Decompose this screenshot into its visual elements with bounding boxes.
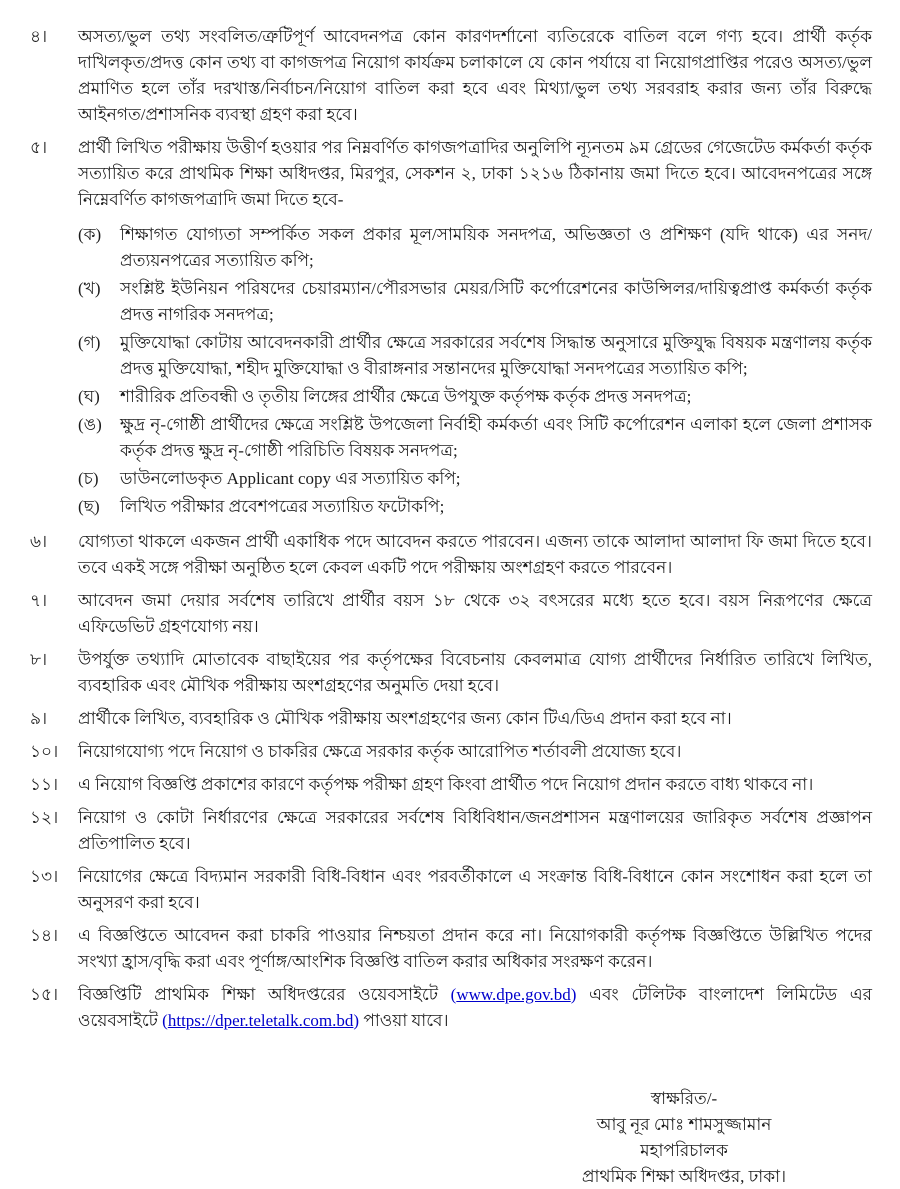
item-number: ১২। (30, 808, 59, 827)
sub-item-text: ডাউনলোডকৃত Applicant copy এর সত্যায়িত কপি; (120, 469, 461, 488)
sub-item-ga (78, 330, 872, 382)
item-number: ৭। (30, 591, 48, 610)
item-number: ৪। (30, 27, 48, 46)
teletalk-website-link[interactable]: https://dper.teletalk.com.bd (167, 1011, 354, 1030)
signature-office: প্রাথমিক শিক্ষা অধিদপ্তর, ঢাকা। (581, 1167, 787, 1186)
open-paren: ( (450, 985, 457, 1004)
sub-item-text: শারীরিক প্রতিবন্ধী ও তৃতীয় লিঙ্গের প্রার্থীর ক্ষেত্রে উপযুক্ত কর্তৃপক্ষ কর্তৃক প্রদত্ত সনদপত্র; (120, 387, 692, 406)
item-15-text-mid: এবং টেলিটক বাংলাদেশ লিমিটেড এর ওয়েবসাইটে (78, 985, 872, 1030)
item-text: নিয়োগের ক্ষেত্রে বিদ্যমান সরকারী বিধি-বিধান এবং পরবর্তীকালে এ সংক্রান্ত বিধি-বিধানে কোন সংশোধন করা হলে তা অনুসরণ করা হবে। (78, 867, 872, 912)
item-number: ১৪। (30, 926, 59, 945)
item-number: ৬। (30, 532, 48, 551)
signature-block (524, 1086, 844, 1189)
item-number: ১০। (30, 742, 59, 761)
sub-item-cha (78, 466, 872, 492)
item-15-text-before: বিজ্ঞপ্তিটি প্রাথমিক শিক্ষা অধিদপ্তরের ওয়েবসাইটে (78, 985, 451, 1004)
signature-signed-label: স্বাক্ষরিত/- (650, 1089, 718, 1108)
sub-item-marker: (ছ) (78, 497, 100, 516)
close-paren: ) (570, 985, 577, 1004)
item-text (78, 982, 872, 1034)
document-sublist (78, 222, 872, 520)
sub-item-marker: (ঙ) (78, 415, 102, 434)
notice-item-6 (30, 529, 872, 581)
item-number: ১৫। (30, 985, 59, 1004)
dpe-website-link[interactable]: www.dpe.gov.bd (456, 985, 571, 1004)
item-5-intro: প্রার্থী লিখিত পরীক্ষায় উত্তীর্ণ হওয়ার পর নিম্নবর্ণিত কাগজপত্রাদির অনুলিপি ন্যূনতম ৯ম গ্রেডের গেজেটেড কর্মকর্তা কর্তৃক সত্যায়িত করে প্রাথমিক শিক্ষা অধিদপ্তর, মিরপুর, সেকশন ২, ঢাকা ১২১৬ ঠিকানায় জমা দিতে হবে। আবেদনপত্রের সঙ্গে নিম্নেবর্ণিত কাগজপত্রাদি জমা দিতে হবে- (78, 138, 872, 209)
notice-item-5 (30, 135, 872, 522)
notice-item-7 (30, 588, 872, 640)
sub-item-text: ক্ষুদ্র নৃ-গোষ্ঠী প্রার্থীদের ক্ষেত্রে সংশ্লিষ্ট উপজেলা নির্বাহী কর্মকর্তা এবং সিটি কর্পোরেশন এলাকা হলে জেলা প্রশাসক কর্তৃক প্রদত্ত ক্ষুদ্র নৃ-গোষ্ঠী পরিচিতি বিষয়ক সনদপত্র; (120, 415, 872, 460)
item-number: ৫। (30, 138, 48, 157)
sub-item-gha (78, 384, 872, 410)
sub-item-ka (78, 222, 872, 274)
open-paren: ( (162, 1011, 168, 1030)
sub-item-chha (78, 494, 872, 520)
notice-item-13 (30, 864, 872, 916)
item-text: আবেদন জমা দেয়ার সর্বশেষ তারিখে প্রার্থীর বয়স ১৮ থেকে ৩২ বৎসরের মধ্যে হতে হবে। বয়স নিরূপণের ক্ষেত্রে এফিডেভিট গ্রহণযোগ্য নয়। (78, 591, 872, 636)
item-number: ৮। (30, 650, 48, 669)
item-text: নিয়োগযোগ্য পদে নিয়োগ ও চাকরির ক্ষেত্রে সরকার কর্তৃক আরোপিত শর্তাবলী প্রযোজ্য হবে। (78, 742, 682, 761)
item-text: প্রার্থীকে লিখিত, ব্যবহারিক ও মৌখিক পরীক্ষায় অংশগ্রহণের জন্য কোন টিএ/ডিএ প্রদান করা হবে না। (78, 709, 732, 728)
item-text: এ বিজ্ঞপ্তিতে আবেদন করা চাকরি পাওয়ার নিশ্চয়তা প্রদান করে না। নিয়োগকারী কর্তৃপক্ষ বিজ্ঞপ্তিতে উল্লিখিত পদের সংখ্যা হ্রাস/বৃদ্ধি করা এবং পূর্ণাঙ্গ/আংশিক বিজ্ঞপ্তি বাতিল করার অধিকার সংরক্ষণ করেন। (78, 926, 872, 971)
item-text: অসত্য/ভুল তথ্য সংবলিত/ত্রুটিপূর্ণ আবেদনপত্র কোন কারণদর্শানো ব্যতিরেকে বাতিল বলে গণ্য হবে। প্রার্থী কর্তৃক দাখিলকৃত/প্রদত্ত কোন তথ্য বা কাগজপত্র নিয়োগ কার্যক্রম চলাকালে যে কোন পর্যায়ে বা নিয়োগপ্রাপ্তির পরেও অসত্য/ভুল প্রমাণিত হলে তাঁর দরখাস্ত/নির্বাচন/নিয়োগ বাতিল করা হবে এবং মিথ্যা/ভুল তথ্য সরবরাহ করার জন্য তাঁর বিরুদ্ধে আইনগত/প্রশাসনিক ব্যবস্থা গ্রহণ করা হবে। (78, 27, 872, 124)
item-text: যোগ্যতা থাকলে একজন প্রার্থী একাধিক পদে আবেদন করতে পারবেন। এজন্য তাকে আলাদা আলাদা ফি জমা দিতে হবে। তবে একই সঙ্গে পরীক্ষা অনুষ্ঠিত হলে কেবল একটি পদে পরীক্ষায় অংশগ্রহণ করতে পারবেন। (78, 532, 872, 577)
notice-item-11 (30, 772, 872, 798)
item-text: উপর্যুক্ত তথ্যাদি মোতাবেক বাছাইয়ের পর কর্তৃপক্ষের বিবেচনায় কেবলমাত্র যোগ্য প্রার্থীদের নির্ধারিত তারিখে লিখিত, ব্যবহারিক এবং মৌখিক পরীক্ষায় অংশগ্রহণের অনুমতি দেয়া হবে। (78, 650, 872, 695)
sub-item-text: লিখিত পরীক্ষার প্রবেশপত্রের সত্যায়িত ফটোকপি; (120, 497, 445, 516)
item-number: ১১। (30, 775, 59, 794)
item-number: ৯। (30, 709, 48, 728)
notice-item-8 (30, 647, 872, 699)
sub-item-marker: (খ) (78, 279, 101, 298)
notice-item-9 (30, 706, 872, 732)
notice-item-10 (30, 739, 872, 765)
sub-item-text: শিক্ষাগত যোগ্যতা সম্পর্কিত সকল প্রকার মূল/সাময়িক সনদপত্র, অভিজ্ঞতা ও প্রশিক্ষণ (যদি থাকে) এর সনদ/প্রত্যয়নপত্রের সত্যায়িত কপি; (120, 225, 872, 270)
sub-item-kha (78, 276, 872, 328)
item-text: নিয়োগ ও কোটা নির্ধারণের ক্ষেত্রে সরকারের সর্বশেষ বিধিবিধান/জনপ্রশাসন মন্ত্রণালয়ের জারিকৃত সর্বশেষ প্রজ্ঞাপন প্রতিপালিত হবে। (78, 808, 872, 853)
item-text: এ নিয়োগ বিজ্ঞপ্তি প্রকাশের কারণে কর্তৃপক্ষ পরীক্ষা গ্রহণ কিংবা প্রার্থীত পদে নিয়োগ প্রদান করতে বাধ্য থাকবে না। (78, 775, 814, 794)
notice-item-4 (30, 24, 872, 128)
close-paren: ) (353, 1011, 360, 1030)
item-text (78, 135, 872, 522)
sub-item-text: মুক্তিযোদ্ধা কোটায় আবেদনকারী প্রার্থীর ক্ষেত্রে সরকারের সর্বশেষ সিদ্ধান্ত অনুসারে মুক্তিযুদ্ধ বিষয়ক মন্ত্রণালয় কর্তৃক প্রদত্ত মুক্তিযোদ্ধা, শহীদ মুক্তিযোদ্ধা ও বীরাঙ্গনার সন্তানদের মুক্তিযোদ্ধা সনদপত্রের সত্যায়িত কপি; (120, 333, 872, 378)
notice-item-15 (30, 982, 872, 1034)
notice-item-12 (30, 805, 872, 857)
item-15-text-after: পাওয়া যাবে। (359, 1011, 449, 1030)
sub-item-marker: (ক) (78, 225, 102, 244)
signature-designation: মহাপরিচালক (640, 1141, 728, 1160)
sub-item-marker: (ঘ) (78, 387, 100, 406)
signature-name: আবু নূর মোঃ শামসুজ্জামান (596, 1115, 772, 1134)
sub-item-marker: (চ) (78, 469, 99, 488)
item-number: ১৩। (30, 867, 59, 886)
notice-item-14 (30, 923, 872, 975)
sub-item-text: সংশ্লিষ্ট ইউনিয়ন পরিষদের চেয়ারম্যান/পৌরসভার মেয়র/সিটি কর্পোরেশনের কাউন্সিলর/দায়িত্বপ্রাপ্ত কর্মকর্তা কর্তৃক প্রদত্ত নাগরিক সনদপত্র; (120, 279, 872, 324)
sub-item-marker: (গ) (78, 333, 101, 352)
sub-item-uma (78, 412, 872, 464)
